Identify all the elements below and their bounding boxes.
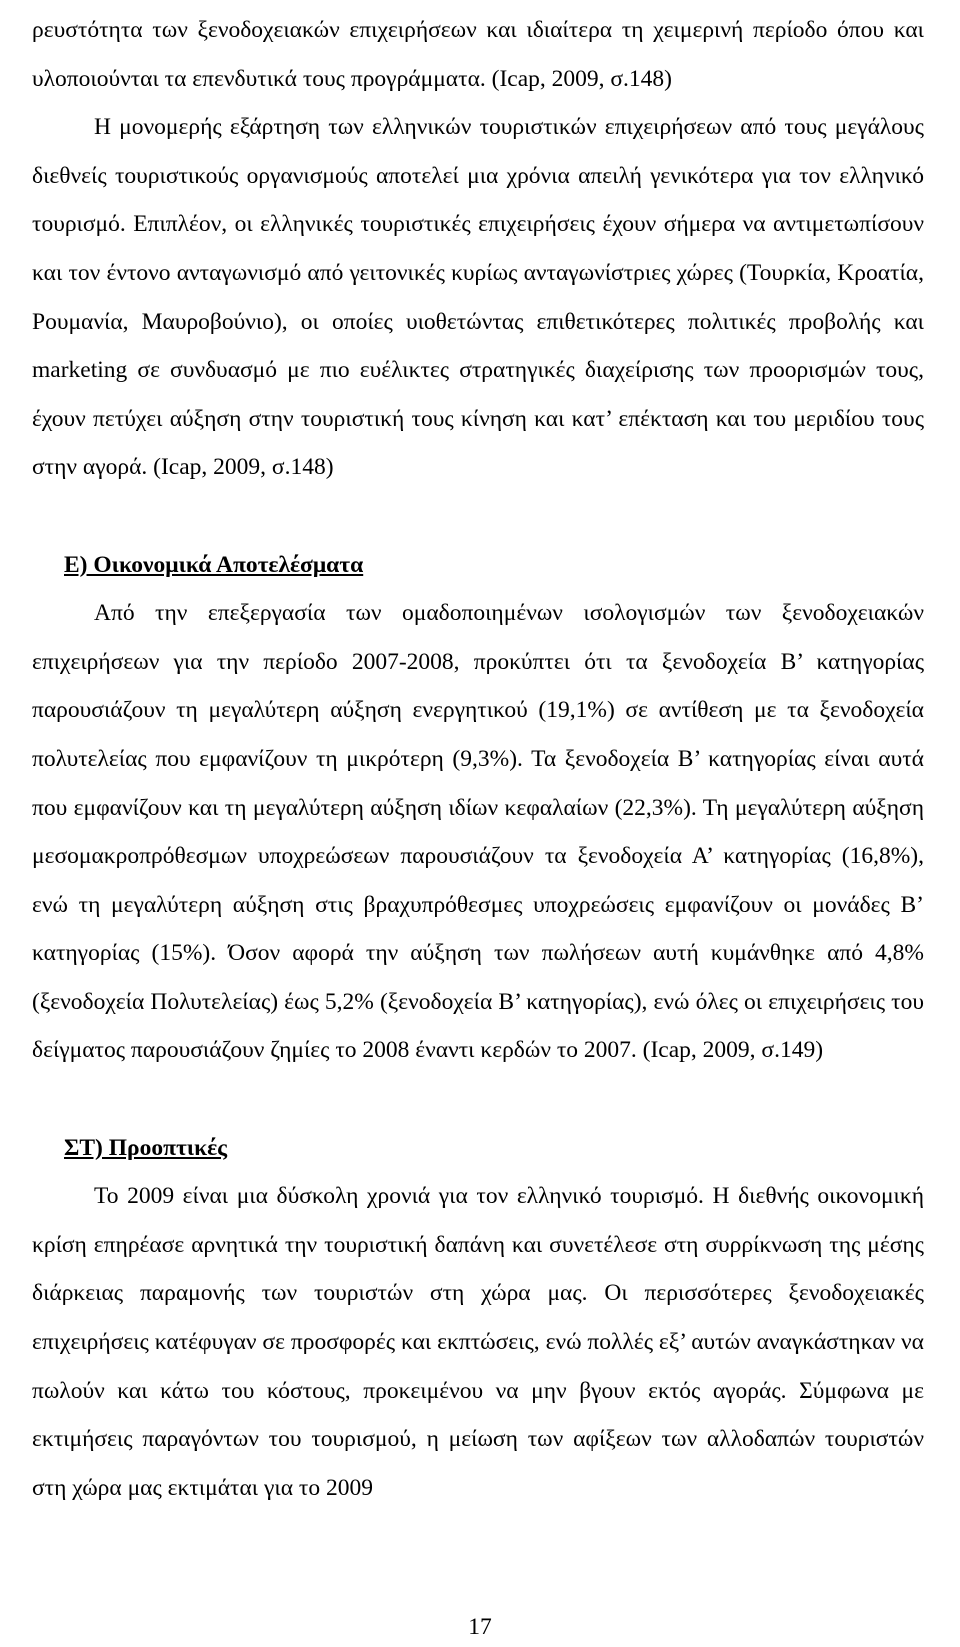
page-body [32, 6, 924, 1512]
section-st-paragraph: Το 2009 είναι μια δύσκολη χρονιά για τον ελληνικό τουρισμό. Η διεθνής οικονομική κρίση επηρέασε αρνητικά την τουριστική δαπάνη και συνετέλεσε στη συρρίκνωση της μέσης διάρκειας παραμονής των τουριστών στη χώρα μας. Οι περισσότερες ξενοδοχειακές επιχειρήσεις κατέφυγαν σε προσφορές και εκπτώσεις, ενώ πολλές εξ’ αυτών αναγκάστηκαν να πωλούν και κάτω του κόστους, προκειμένου να μην βγουν εκτός αγοράς. Σύμφωνα με εκτιμήσεις παραγόντων του τουρισμού, η μείωση των αφίξεων των αλλοδαπών τουριστών στη χώρα μας εκτιμάται για το 2009 [32, 1183, 924, 1501]
section-spacer [32, 1075, 924, 1124]
section-e-heading: Ε) Οικονομικά Αποτελέσματα [64, 551, 364, 578]
page-number: 17 [468, 1614, 492, 1640]
section-e-paragraph: Από την επεξεργασία των ομαδοποιημένων ισολογισμών των ξενοδοχειακών επιχειρήσεων για την περίοδο 2007-2008, προκύπτει ότι τα ξενοδοχεία Β’ κατηγορίας παρουσιάζουν τη μεγαλύτερη αύξηση ενεργητικού (19,1%) σε αντίθεση με τα ξενοδοχεία πολυτελείας που εμφανίζουν τη μικρότερη (9,3%). Τα ξενοδοχεία Β’ κατηγορίας είναι αυτά που εμφανίζουν και τη μεγαλύτερη αύξηση ιδίων κεφαλαίων (22,3%). Τη μεγαλύτερη αύξηση μεσομακροπρόθεσμων υποχρεώσεων παρουσιάζουν τα ξενοδοχεία Α’ κατηγορίας (16,8%), ενώ τη μεγαλύτερη αύξηση στις βραχυπρόθεσμες υποχρεώσεις εμφανίζουν οι μονάδες Β’ κατηγορίας (15%). Όσον αφορά την αύξηση των πωλήσεων αυτή κυμάνθηκε από 4,8% (ξενοδοχεία Πολυτελείας) έως 5,2% (ξενοδοχεία Β’ κατηγορίας), ενώ όλες οι επιχειρήσεις του δείγματος παρουσιάζουν ζημίες το 2008 έναντι κερδών το 2007. (Icap, 2009, σ.149) [32, 600, 924, 1064]
section-spacer [32, 492, 924, 541]
paragraph-continuation: ρευστότητα των ξενοδοχειακών επιχειρήσεων και ιδιαίτερα τη χειμερινή περίοδο όπου και υλοποιούνται τα επενδυτικά τους προγράμματα. (Icap, 2009, σ.148) [32, 17, 924, 92]
section-st-heading: ΣΤ) Προοπτικές [64, 1134, 228, 1161]
paragraph-dependence: Η μονομερής εξάρτηση των ελληνικών τουριστικών επιχειρήσεων από τους μεγάλους διεθνείς τουριστικούς οργανισμούς αποτελεί μια χρόνια απειλή γενικότερα για τον ελληνικό τουρισμό. Επιπλέον, οι ελληνικές τουριστικές επιχειρήσεις έχουν σήμερα να αντιμετωπίσουν και τον έντονο ανταγωνισμό από γειτονικές κυρίως ανταγωνίστριες χώρες (Τουρκία, Κροατία, Ρουμανία, Μαυροβούνιο), οι οποίες υιοθετώντας επιθετικότερες πολιτικές προβολής και marketing σε συνδυασμό με πιο ευέλικτες στρατηγικές διαχείρισης των προορισμών τους, έχουν πετύχει αύξηση στην τουριστική τους κίνηση και κατ’ επέκταση και του μεριδίου τους στην αγορά. (Icap, 2009, σ.148) [32, 114, 924, 481]
